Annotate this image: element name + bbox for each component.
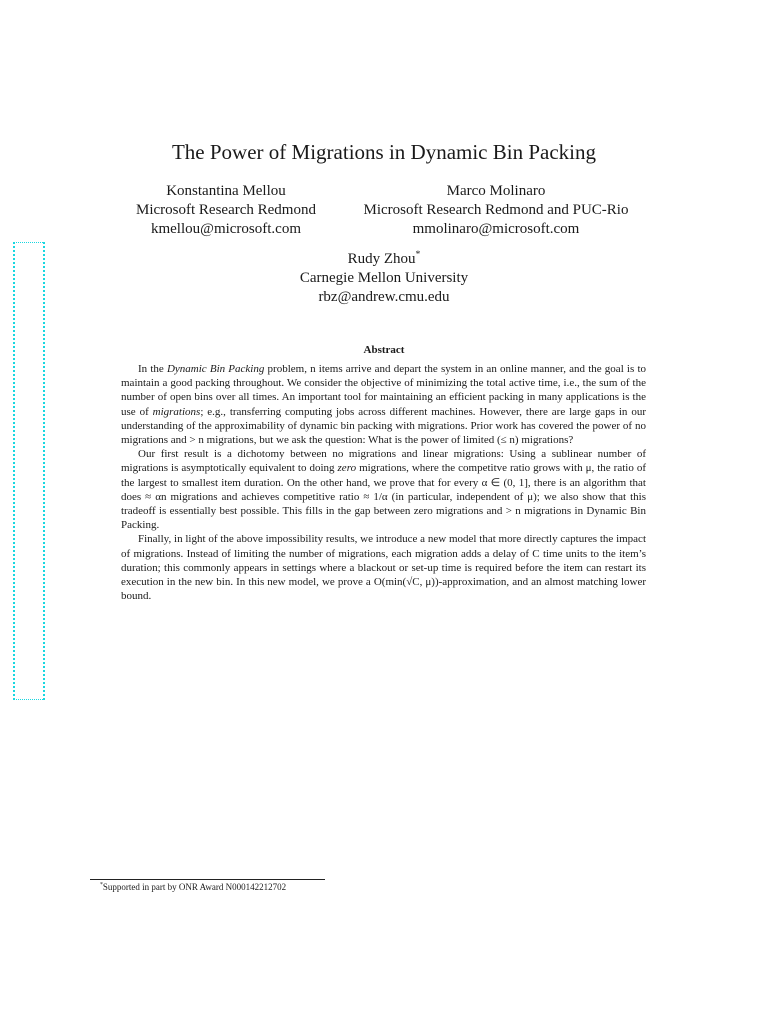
footnote bbox=[100, 882, 286, 892]
author-affiliation: Microsoft Research Redmond bbox=[136, 202, 316, 218]
footnote-marker: * bbox=[415, 249, 421, 260]
footnote-rule bbox=[90, 879, 325, 880]
author-affiliation: Carnegie Mellon University bbox=[299, 270, 469, 286]
paper-title: The Power of Migrations in Dynamic Bin Packing bbox=[171, 140, 597, 164]
abstract-paragraph-1: In the Dynamic Bin Packing problem, n items arrive and depart the system in an online manner, and the goal is to maintain a good packing throughout. We consider the objective of minimizing the total active time, i.e., the sum of the number of open bins over all times. An important tool for maintaining an efficient packing in many applications is the use of migrations; e.g., transferring computing jobs across different machines. However, there are large gaps in our understanding of the approximability of dynamic bin packing with migrations. Prior work has covered the power of no migrations and > n migrations, but we ask the question: What is the power of limited (≤ n) migrations? bbox=[121, 363, 646, 447]
author-email: rbz@andrew.cmu.edu bbox=[318, 289, 450, 305]
footnote-text: Supported in part by ONR Award N000142212702 bbox=[102, 882, 287, 892]
abstract-heading: Abstract bbox=[363, 344, 405, 356]
author-affiliation: Microsoft Research Redmond and PUC-Rio bbox=[363, 202, 629, 218]
author-name: Rudy Zhou* bbox=[347, 249, 421, 267]
margin-annotation-box bbox=[13, 242, 45, 700]
author-block-2 bbox=[346, 182, 646, 239]
abstract-paragraph-3: Finally, in light of the above impossibility results, we introduce a new model that more directly captures the impact of migrations. Instead of limiting the number of migrations, each migration adds a delay of C time units to the item’s duration; this commonly appears in settings where a blackout or set-up time is required before the item can restart its execution in the new bin. In this new model, we prove a O(min(√C, μ))-approximation, and an almost matching lower bound. bbox=[121, 533, 646, 603]
author-email: kmellou@microsoft.com bbox=[150, 221, 302, 237]
author-block-1 bbox=[126, 182, 326, 239]
abstract-body bbox=[121, 362, 646, 603]
footnote-marker: * bbox=[100, 882, 103, 888]
author-email: mmolinaro@microsoft.com bbox=[412, 221, 580, 237]
author-block-3 bbox=[234, 245, 534, 307]
abstract-paragraph-2: Our first result is a dichotomy between no migrations and linear migrations: Using a sublinear number of migrations is asymptotically equivalent to doing zero migrations, where the competitve ratio grows with μ, the ratio of the largest to smallest item duration. On the other hand, we prove that for every α ∈ (0, 1], there is an algorithm that does ≈ αn migrations and achieves competitive ratio ≈ 1/α (in particular, independent of μ); we also show that this tradeoff is essentially best possible. This fills in the gap between zero migrations and > n migrations in Dynamic Bin Packing. bbox=[121, 448, 646, 532]
author-name: Marco Molinaro bbox=[446, 183, 546, 199]
author-name: Konstantina Mellou bbox=[166, 183, 286, 199]
